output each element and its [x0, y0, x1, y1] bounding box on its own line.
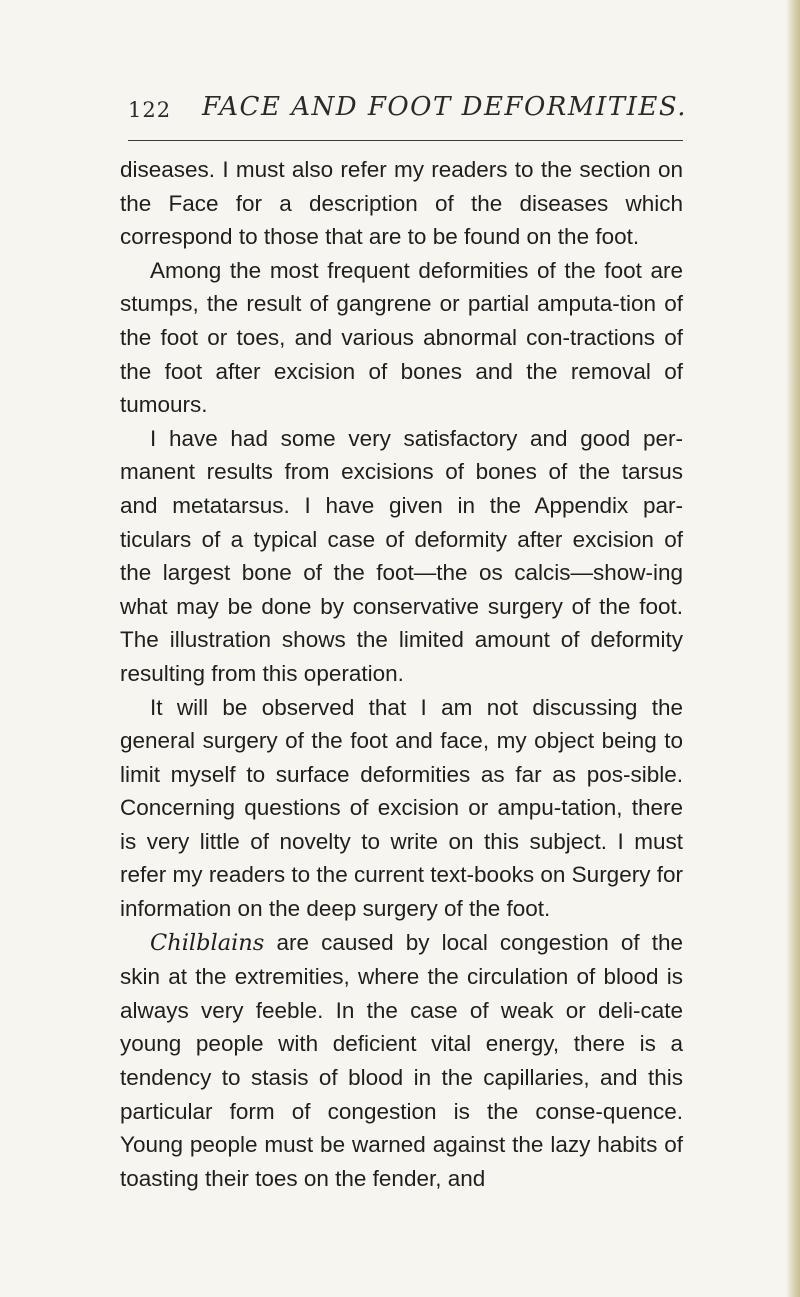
paragraph [120, 254, 683, 422]
paragraph-text: Among the most frequent deformities of the foot are stumps, the result of gangrene or partial amputa-tion of the foot or toes, and various abnormal con-tractions of the foot after excision of bones and the removal of tumours. [120, 257, 683, 418]
paragraph-text: I have had some very satisfactory and good per-manent results from excisions of bones of the tarsus and metatarsus. I have given in the Appendix par-ticulars of a typical case of deformity after excision of the largest bone of the foot—the os calcis—show-ing what may be done by conservative surgery of the foot. The illustration shows the limited amount of deformity resulting from this operation. [120, 425, 683, 686]
paragraph-text: diseases. I must also refer my readers to the section on the Face for a description of the diseases which correspond to those that are to be found on the foot. [120, 157, 683, 250]
paragraph [120, 691, 683, 926]
paragraph [120, 422, 683, 691]
paragraph [120, 926, 683, 1196]
page-edge-shadow [786, 0, 800, 1297]
paragraph-text: are caused by local congestion of the skin at the extremities, where the circulation of blood is always very feeble. In the case of weak or deli-cate young people with deficient vital energy, there is a tendency to stasis of blood in the capillaries, and this particular form of congestion is the conse-quence. Young people must be warned against the lazy habits of toasting their toes on the fender, and [120, 929, 683, 1191]
paragraph [120, 153, 683, 254]
page-number: 122 [128, 98, 172, 122]
running-title: FACE AND FOOT DEFORMITIES. [202, 92, 687, 122]
header-rule [128, 140, 683, 141]
body-text [120, 153, 683, 1195]
paragraph-text: It will be observed that I am not discussing the general surgery of the foot and face, my object being to limit myself to surface deformities as far as pos-sible. Concerning questions of excision or ampu-tation, there is very little of novelty to write on this subject. I must refer my readers to the current text-books on Surgery for information on the deep surgery of the foot. [120, 694, 683, 922]
italic-term: Chilblains [150, 929, 265, 956]
page-header [128, 92, 687, 136]
